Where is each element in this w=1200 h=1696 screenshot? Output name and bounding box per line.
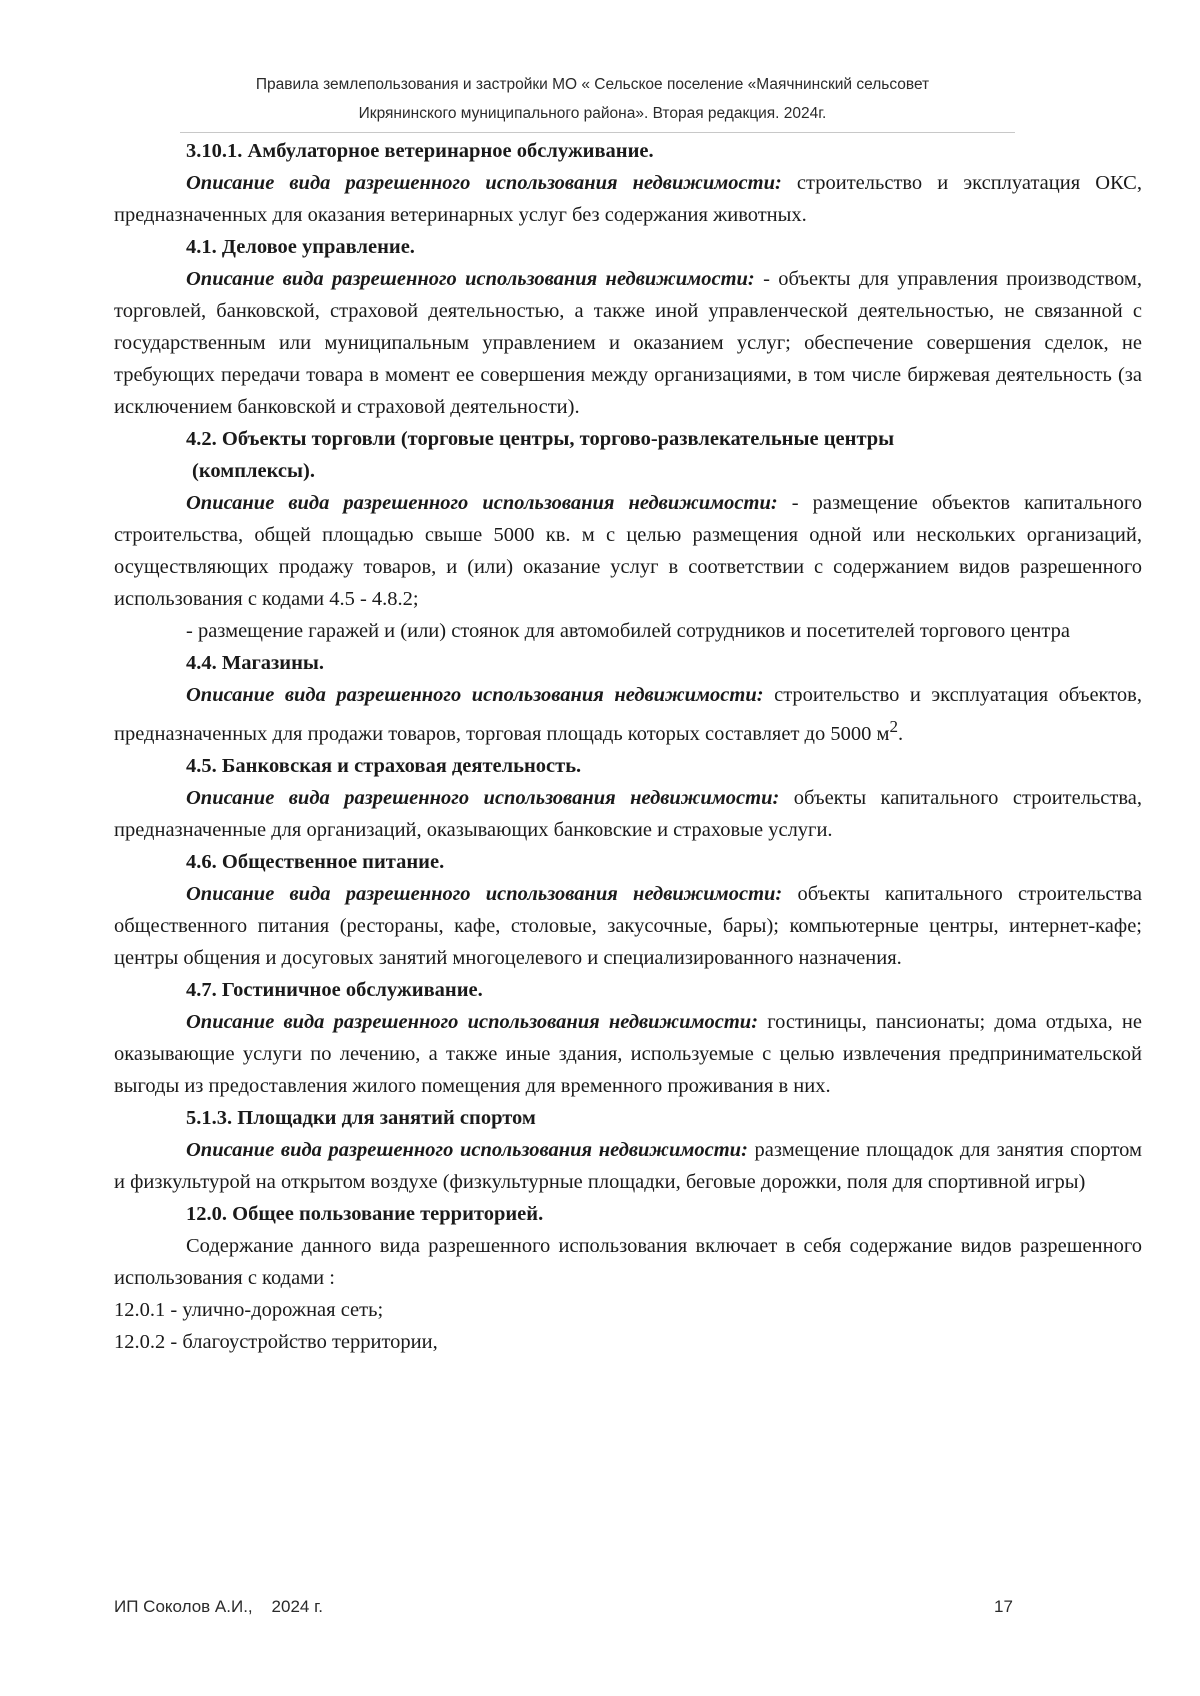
footer-author: ИП Соколов А.И., 2024 г.	[114, 1597, 323, 1616]
description-label: Описание вида разрешенного использования недвижимости:	[186, 684, 764, 706]
section-description	[114, 878, 1142, 974]
section-heading-continued: (комплексы).	[192, 460, 315, 482]
section-heading: 4.6. Общественное питание.	[186, 850, 445, 873]
description-text: строительство и эксплуатация объектов, предназначенных для продажи товаров, торговая площадь которых составляет до 5000 м	[114, 684, 1142, 745]
description-text: объекты капитального строительства, предназначенные для организаций, оказывающих банковские и страховые услуги.	[114, 786, 1142, 841]
description-label: Описание вида разрешенного использования недвижимости:	[186, 882, 783, 905]
description-label: Описание вида разрешенного использования недвижимости:	[186, 1010, 759, 1033]
description-text: - объекты для управления производством, торговлей, банковской, страховой деятельностью, а также иной управленческой деятельностью, не связанной с государственным или муниципальным управлением и оказанием услуг; обеспечение совершения сделок, не требующих передачи товара в момент ее совершения между организациями, в том числе биржевая деятельность (за исключением банковской и страховой деятельности).	[114, 268, 1142, 418]
running-header	[150, 70, 1035, 128]
section-heading: 4.1. Деловое управление.	[186, 236, 415, 258]
header-line-2: Икрянинского муниципального района». Вторая редакция. 2024г.	[358, 105, 827, 122]
description-tail: .	[898, 722, 904, 745]
section-description	[114, 167, 1142, 231]
section-heading: 3.10.1. Амбулаторное ветеринарное обслуживание.	[186, 140, 654, 162]
description-label: Описание вида разрешенного использования недвижимости:	[186, 1138, 748, 1161]
section-description	[114, 782, 1142, 846]
description-label: Описание вида разрешенного использования недвижимости:	[186, 172, 782, 194]
description-text: объекты капитального строительства общественного питания (рестораны, кафе, столовые, закусочные, бары); компьютерные центры, интернет-кафе; центры общения и досуговых занятий многоцелевого и специализированного назначения.	[114, 882, 1142, 969]
section-description	[114, 487, 1142, 615]
section-heading: 4.4. Магазины.	[186, 652, 325, 674]
page-number: 17	[994, 1597, 1013, 1616]
description-text: строительство и эксплуатация ОКС, предназначенных для оказания ветеринарных услуг без содержания животных.	[114, 172, 1142, 226]
section-heading: 4.5. Банковская и страховая деятельность.	[186, 754, 582, 777]
list-item: 12.0.1 - улично-дорожная сеть;	[114, 1298, 384, 1321]
description-text: размещение площадок для занятия спортом и физкультурой на открытом воздухе (физкультурные площадки, беговые дорожки, поля для спортивной игры)	[114, 1138, 1142, 1193]
description-text: - размещение объектов капитального строительства, общей площадью свыше 5000 кв. м с целью размещения одной или нескольких организаций, осуществляющих продажу товаров, и (или) оказание услуг в соответствии с содержанием видов разрешенного использования с кодами 4.5 - 4.8.2;	[114, 492, 1142, 610]
description-text: гостиницы, пансионаты; дома отдыха, не оказывающие услуги по лечению, а также иные здания, используемые с целью извлечения предпринимательской выгоды из предоставления жилого помещения для временного проживания в них.	[114, 1010, 1142, 1097]
section-description	[114, 1006, 1142, 1102]
section-description	[114, 263, 1142, 423]
section-heading: 12.0. Общее пользование территорией.	[186, 1202, 544, 1225]
header-line-1: Правила землепользования и застройки МО « Сельское поселение «Маячнинский сельсовет	[255, 76, 930, 93]
description-label: Описание вида разрешенного использования недвижимости:	[186, 268, 755, 290]
section-description	[114, 679, 1142, 750]
section-plain-text: Содержание данного вида разрешенного использования включает в себя содержание видов разрешенного использования с кодами :	[114, 1234, 1142, 1289]
section-description	[114, 1134, 1142, 1198]
header-divider	[180, 132, 1015, 133]
superscript: 2	[889, 717, 898, 736]
section-heading: 4.2. Объекты торговли (торговые центры, торгово-развлекательные центры	[186, 428, 895, 450]
description-label: Описание вида разрешенного использования недвижимости:	[186, 492, 778, 514]
description-label: Описание вида разрешенного использования недвижимости:	[186, 786, 780, 809]
list-item: 12.0.2 - благоустройство территории,	[114, 1330, 438, 1353]
document-body	[114, 135, 1142, 1358]
section-extra-text: - размещение гаражей и (или) стоянок для автомобилей сотрудников и посетителей торгового центра	[186, 620, 1070, 642]
section-heading: 4.7. Гостиничное обслуживание.	[186, 978, 483, 1001]
section-heading: 5.1.3. Площадки для занятий спортом	[186, 1106, 536, 1129]
